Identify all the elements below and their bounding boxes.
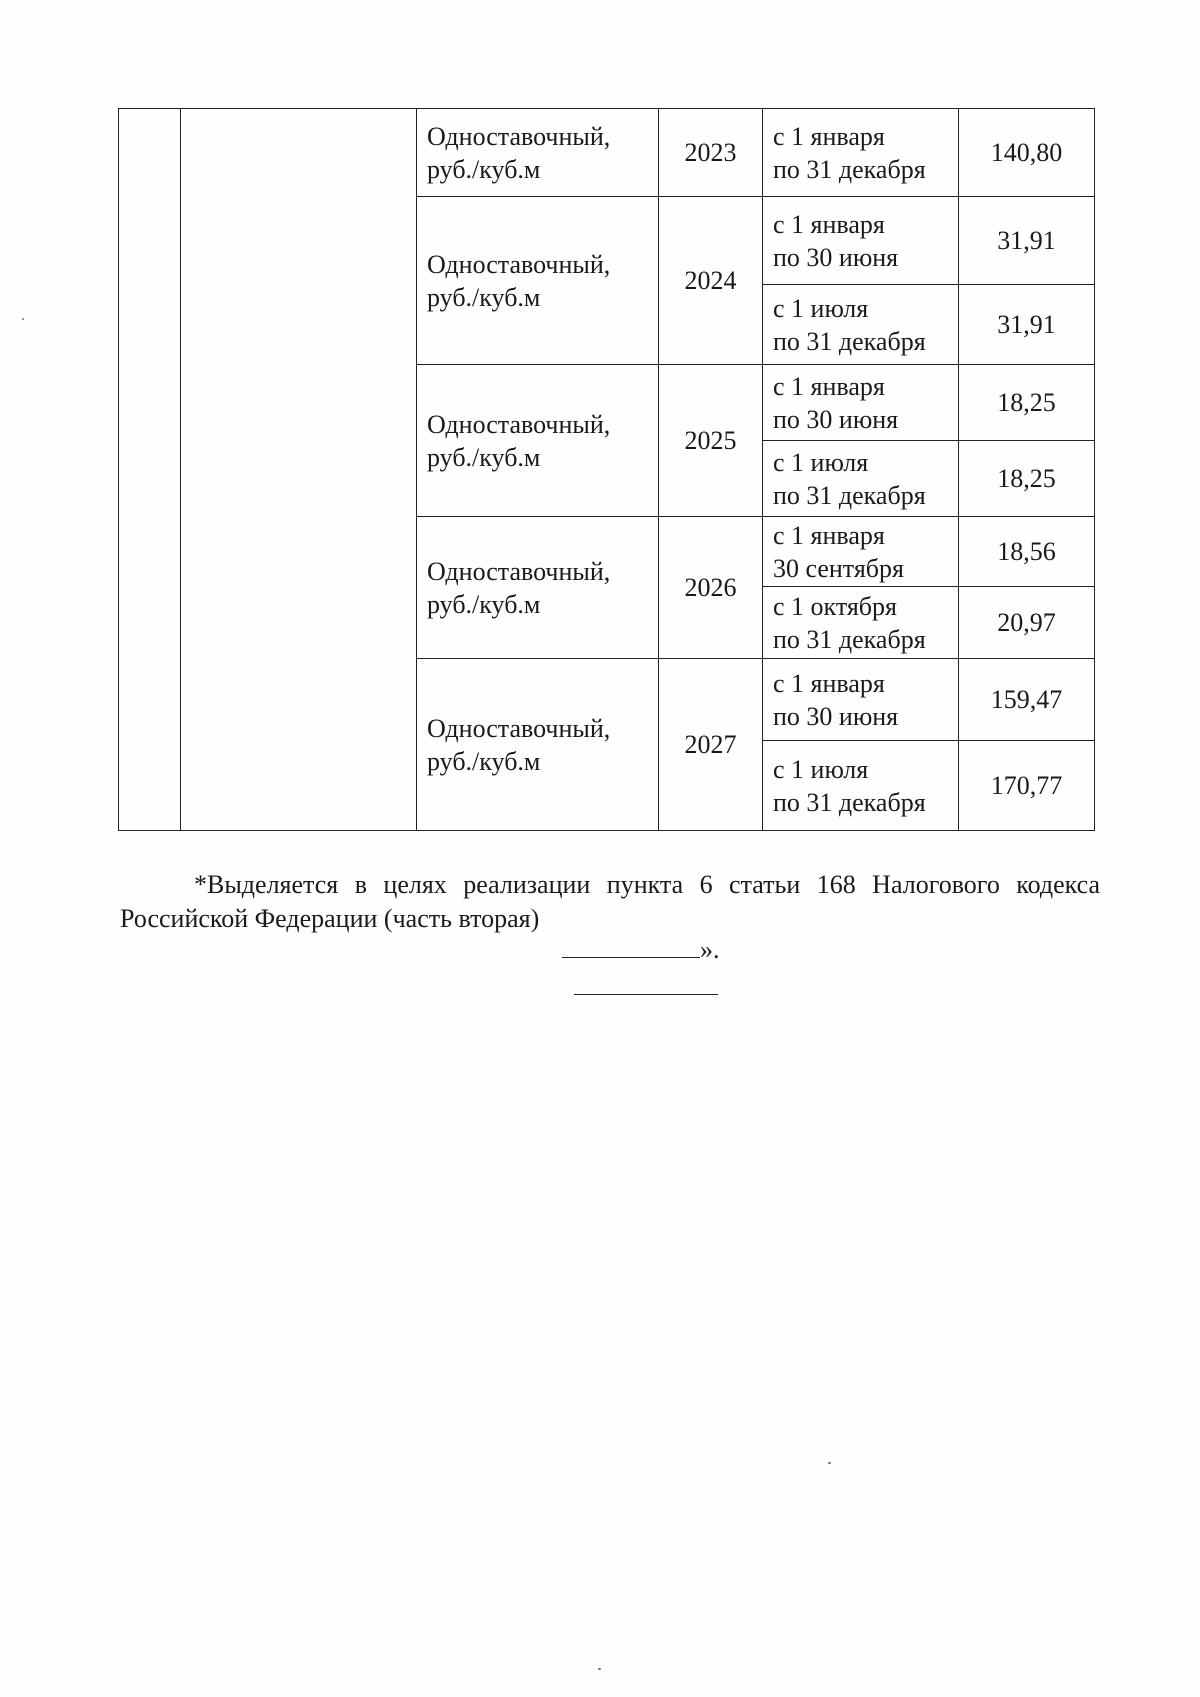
tariff-value-cell: 18,56 [959,517,1095,587]
period-start: с 1 января [773,520,885,550]
tariff-value-cell: 18,25 [959,365,1095,441]
index-column-cell [119,109,181,831]
scan-speck [598,1668,601,1670]
tariff-unit-line: руб./куб.м [427,442,541,472]
period-end: 30 сентября [773,553,904,583]
closing-line [562,935,720,965]
tariff-unit-line: руб./куб.м [427,589,541,619]
scan-speck [22,318,24,320]
scan-speck [828,1462,831,1464]
period-cell [763,365,959,441]
tariff-unit-line: руб./куб.м [427,282,541,312]
period-start: с 1 января [773,371,885,401]
tariff-type-line: Одноставочный, [427,556,611,586]
end-of-document-rule [574,994,718,995]
period-start: с 1 января [773,668,885,698]
period-cell [763,441,959,517]
tariff-type-cell [417,517,659,659]
period-start: с 1 января [773,121,885,151]
tariff-value-cell: 20,97 [959,587,1095,659]
tariff-type-cell [417,197,659,365]
period-start: с 1 октября [773,591,897,621]
period-end: по 30 июня [773,701,899,731]
year-cell: 2024 [659,197,763,365]
tariff-type-cell [417,659,659,831]
tariff-value-cell: 18,25 [959,441,1095,517]
period-start: с 1 июля [773,293,869,323]
period-end: по 31 декабря [773,154,926,184]
period-end: по 31 декабря [773,326,926,356]
period-start: с 1 июля [773,447,869,477]
period-end: по 30 июня [773,242,899,272]
period-cell [763,109,959,197]
footnote: *Выделяется в целях реализации пункта 6 статьи 168 Налогового кодекса Российской Федерации (часть вторая) [120,870,1100,933]
tariff-value-cell: 31,91 [959,197,1095,285]
tariff-type-line: Одноставочный, [427,249,611,279]
tariff-type-cell [417,109,659,197]
period-cell [763,587,959,659]
tariff-table [118,108,1095,831]
year-cell: 2026 [659,517,763,659]
period-start: с 1 января [773,209,885,239]
period-start: с 1 июля [773,754,869,784]
table-row [119,109,1095,197]
year-cell: 2023 [659,109,763,197]
year-cell: 2027 [659,659,763,831]
period-end: по 31 декабря [773,624,926,654]
tariff-type-line: Одноставочный, [427,121,611,151]
period-end: по 31 декабря [773,787,926,817]
tariff-value-cell: 159,47 [959,659,1095,741]
tariff-type-line: Одноставочный, [427,409,611,439]
period-cell [763,197,959,285]
period-end: по 31 декабря [773,480,926,510]
tariff-type-cell [417,365,659,517]
tariff-value-cell: 140,80 [959,109,1095,197]
name-column-cell [181,109,417,831]
tariff-type-line: Одноставочный, [427,713,611,743]
tariff-unit-line: руб./куб.м [427,154,541,184]
tariff-value-cell: 31,91 [959,285,1095,365]
tariff-unit-line: руб./куб.м [427,746,541,776]
period-cell [763,285,959,365]
closing-quote-mark: ». [700,935,720,964]
tariff-value-cell: 170,77 [959,741,1095,831]
period-cell [763,741,959,831]
period-cell [763,517,959,587]
signature-underline [562,935,700,958]
year-cell: 2025 [659,365,763,517]
period-cell [763,659,959,741]
period-end: по 30 июня [773,404,899,434]
